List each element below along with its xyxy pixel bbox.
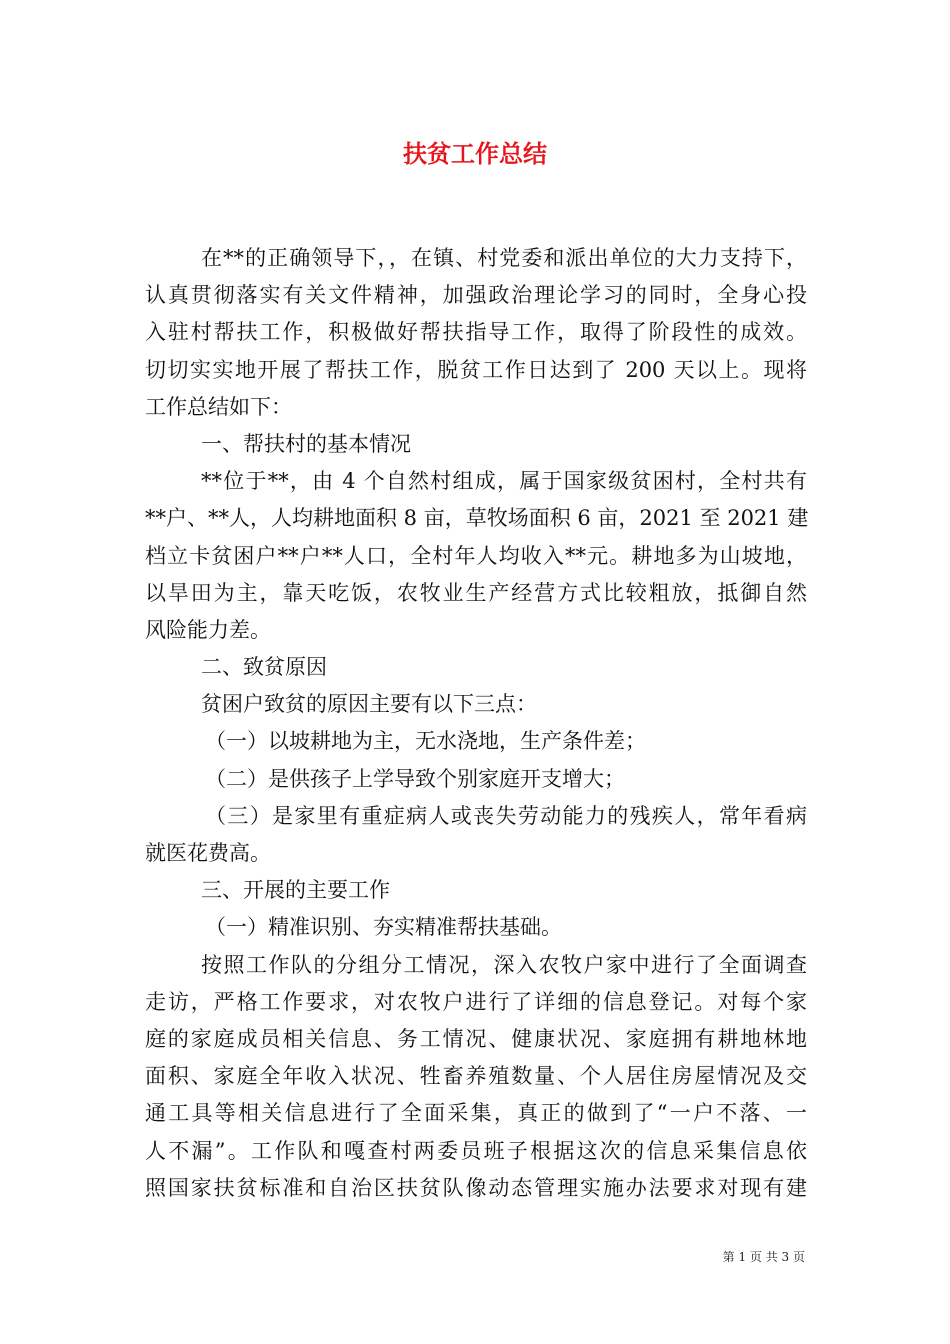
text-line: （三）是家里有重症病人或丧失劳动能力的残疾人，常年看病 [205, 803, 807, 828]
text-line: 认真贯彻落实有关文件精神，加强政治理论学习的同时，全身心投 [145, 283, 807, 308]
text-line: 档立卡贫困户**户**人口，全村年人均收入**元。耕地多为山坡地， [145, 543, 807, 568]
text-line: 按照工作队的分组分工情况，深入农牧户家中进行了全面调查 [201, 952, 807, 977]
page-number: 第 1 页 共 3 页 [722, 1250, 805, 1264]
document-title: 扶贫工作总结 [403, 139, 547, 168]
text-line: 三、开展的主要工作 [201, 878, 390, 903]
text-line: 工作总结如下： [145, 394, 292, 419]
text-line: 贫困户致贫的原因主要有以下三点： [201, 692, 537, 717]
text-line: 面积、家庭全年收入状况、牲畜养殖数量、个人居住房屋情况及交 [145, 1064, 807, 1089]
text-line: 庭的家庭成员相关信息、务工情况、健康状况、家庭拥有耕地林地 [145, 1026, 807, 1051]
text-line: 就医花费高。 [145, 841, 271, 865]
text-line: 走访，严格工作要求，对农牧户进行了详细的信息登记。对每个家 [145, 989, 807, 1014]
text-line: **户、**人，人均耕地面积 8 亩，草牧场面积 6 亩，2021 至 2021 建 [145, 506, 809, 531]
text-line: 以旱田为主，靠天吃饭，农牧业生产经营方式比较粗放，抵御自然 [145, 580, 807, 605]
text-line: （一）以坡耕地为主，无水浇地，生产条件差； [205, 729, 646, 754]
text-line: 照国家扶贫标准和自治区扶贫队像动态管理实施办法要求对现有建 [145, 1175, 807, 1200]
text-line: 人不漏”。工作队和嘎查村两委员班子根据这次的信息采集信息依 [145, 1138, 807, 1163]
text-line: 一、帮扶村的基本情况 [201, 431, 411, 456]
text-line: 在**的正确领导下，，在镇、村党委和派出单位的大力支持下， [201, 246, 807, 270]
text-line: 二、致贫原因 [201, 655, 327, 680]
text-line: 切切实实地开展了帮扶工作，脱贫工作日达到了 200 天以上。现将 [145, 357, 807, 382]
text-line: （一）精准识别、夯实精准帮扶基础。 [205, 915, 562, 940]
text-line: （二）是供孩子上学导致个别家庭开支增大； [205, 766, 625, 791]
text-line: 入驻村帮扶工作，积极做好帮扶指导工作，取得了阶段性的成效。 [145, 320, 807, 345]
text-line: 风险能力差。 [145, 617, 271, 642]
text-line: 通工具等相关信息进行了全面采集，真正的做到了“一户不落、一 [145, 1101, 807, 1126]
text-line: **位于**，由 4 个自然村组成，属于国家级贫困村，全村共有 [201, 469, 807, 494]
document-body [145, 240, 807, 1207]
